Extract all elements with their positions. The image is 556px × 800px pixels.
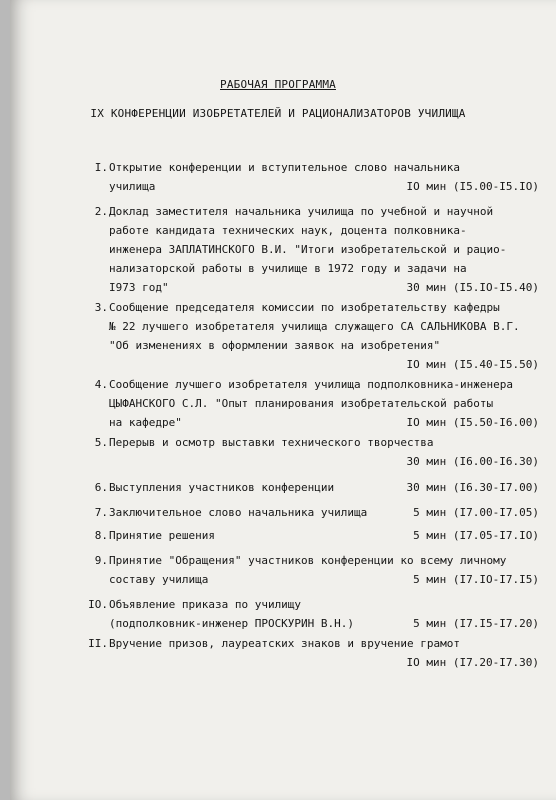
item-duration: 5 мин (I7.00-I7.05) xyxy=(413,506,539,519)
item-line: Принятие "Обращения" участников конференции ко всему личному xyxy=(109,554,507,567)
item-last-row xyxy=(109,526,539,545)
item-duration: 30 мин (I5.IO-I5.40) xyxy=(406,281,539,294)
item-line: составу училища xyxy=(109,573,209,586)
item-text xyxy=(109,202,539,297)
document-subtitle: IX КОНФЕРЕНЦИИ ИЗОБРЕТАТЕЛЕЙ И РАЦИОНАЛИЗАТОРОВ УЧИЛИЩА xyxy=(90,107,466,120)
item-number: 2. xyxy=(94,205,108,218)
item-text xyxy=(109,595,539,633)
item-number: 8. xyxy=(94,529,108,542)
item-line: училища xyxy=(109,180,156,193)
item-last-row xyxy=(109,570,539,589)
item-last-row xyxy=(109,177,539,196)
item-last-row xyxy=(109,478,539,497)
item-line: Сообщение лучшего изобретателя училища подполковника-инженера xyxy=(109,378,513,391)
item-number: 4. xyxy=(94,378,108,391)
item-line: Вручение призов, лауреатских знаков и вручение грамот xyxy=(109,637,460,650)
item-text xyxy=(109,158,539,196)
item-number: 6. xyxy=(94,481,108,494)
item-line: Объявление приказа по училищу xyxy=(109,598,302,611)
item-last-row xyxy=(109,413,539,432)
item-number: 5. xyxy=(94,436,108,449)
item-duration: IO мин (I7.20-I7.30) xyxy=(406,656,539,669)
item-line: № 22 лучшего изобретателя училища служащего СА САЛЬНИКОВА В.Г. xyxy=(109,320,520,333)
item-line: Выступления участников конференции xyxy=(109,481,335,494)
item-text xyxy=(109,478,539,497)
item-duration: 5 мин (I7.I5-I7.20) xyxy=(413,617,539,630)
item-last-row xyxy=(109,503,539,522)
item-line: I973 год" xyxy=(109,281,169,294)
item-text xyxy=(109,526,539,545)
item-line: инженера ЗАПЛАТИНСКОГО В.И. "Итоги изобретательской и рацио- xyxy=(109,243,507,256)
item-duration: IO мин (I5.40-I5.50) xyxy=(406,358,539,371)
item-duration: IO мин (I5.00-I5.IO) xyxy=(406,180,539,193)
item-number: II. xyxy=(88,637,108,650)
item-last-row xyxy=(109,614,539,633)
item-text xyxy=(109,634,539,672)
item-number: 7. xyxy=(94,506,108,519)
item-line: "Об изменениях в оформлении заявок на изобретения" xyxy=(109,339,441,352)
item-number: I. xyxy=(94,161,108,174)
item-text xyxy=(109,298,539,374)
item-line: Принятие решения xyxy=(109,529,215,542)
item-text xyxy=(109,375,539,432)
item-text xyxy=(109,433,539,471)
item-duration: 5 мин (I7.IO-I7.I5) xyxy=(413,573,539,586)
item-line: Доклад заместителя начальника училища по учебной и научной xyxy=(109,205,494,218)
item-line: Открытие конференции и вступительное слово начальника xyxy=(109,161,460,174)
item-line: Перерыв и осмотр выставки технического творчества xyxy=(109,436,434,449)
item-duration: 30 мин (I6.30-I7.00) xyxy=(406,481,539,494)
document-title-text: РАБОЧАЯ ПРОГРАММА xyxy=(220,78,336,91)
item-duration: 5 мин (I7.05-I7.IO) xyxy=(413,529,539,542)
item-duration: IO мин (I5.50-I6.00) xyxy=(406,416,539,429)
item-line: на кафедре" xyxy=(109,416,182,429)
item-number: 9. xyxy=(94,554,108,567)
item-line: (подполковник-инженер ПРОСКУРИН В.Н.) xyxy=(109,617,355,630)
item-duration: 30 мин (I6.00-I6.30) xyxy=(406,455,539,468)
item-text xyxy=(109,503,539,522)
item-line: Заключительное слово начальника училища xyxy=(109,506,368,519)
item-line: ЦЫФАНСКОГО С.Л. "Опыт планирования изобретательской работы xyxy=(109,397,494,410)
item-line: работе кандидата технических наук, доцента полковника- xyxy=(109,224,467,237)
item-line: Сообщение председателя комиссии по изобретательству кафедры xyxy=(109,301,500,314)
item-line: нализаторской работы в училище в 1972 году и задачи на xyxy=(109,262,467,275)
item-text xyxy=(109,551,539,589)
item-number: 3. xyxy=(94,301,108,314)
document-title xyxy=(0,78,556,91)
item-last-row xyxy=(109,278,539,297)
item-number: IO. xyxy=(88,598,108,611)
